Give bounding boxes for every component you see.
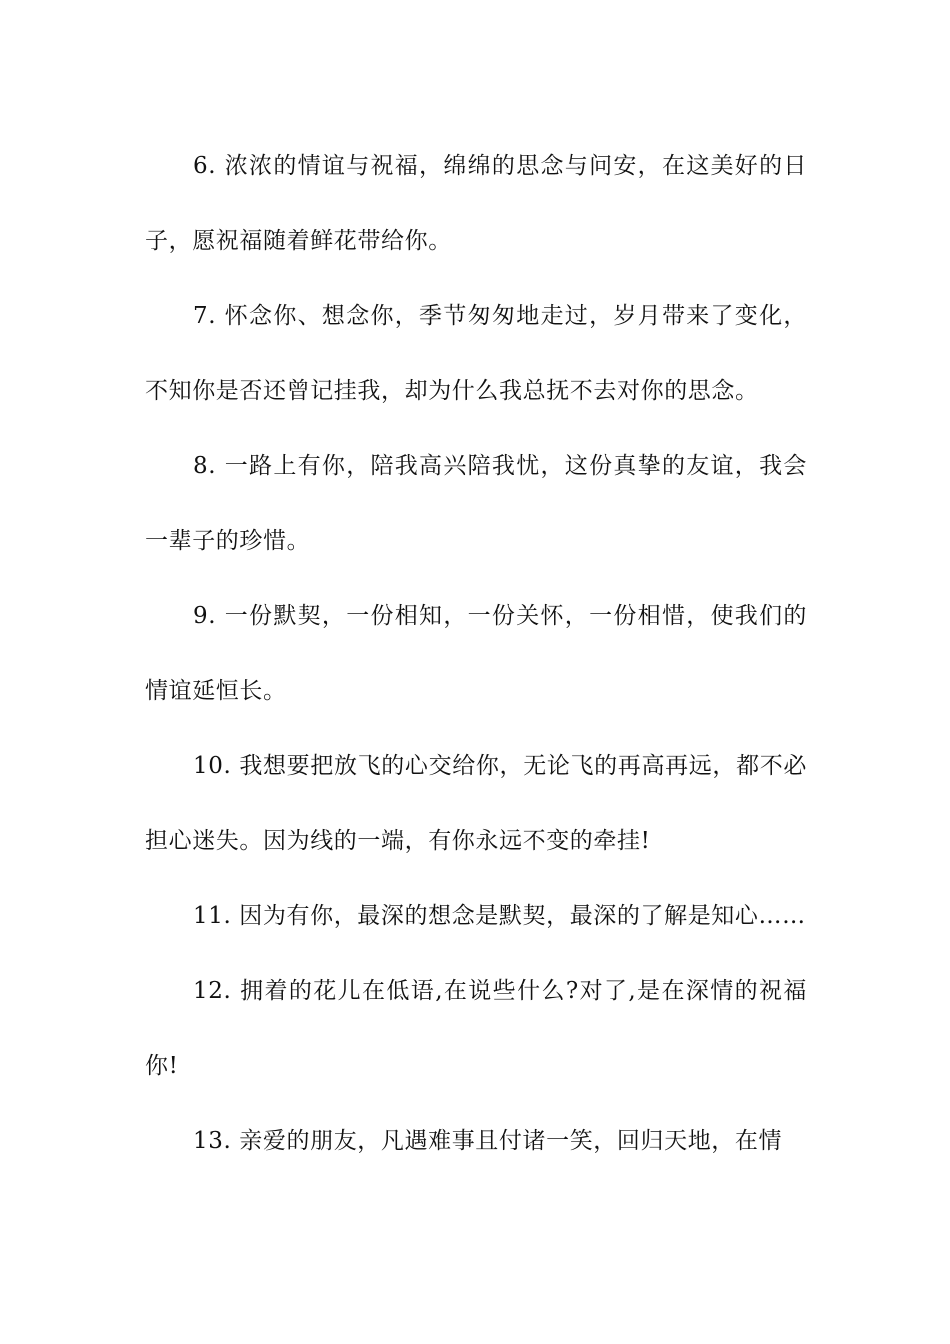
paragraph-12: 12. 拥着的花儿在低语,在说些什么?对了,是在深情的祝福你! [145, 978, 807, 1079]
paragraph-6: 6. 浓浓的情谊与祝福，绵绵的思念与问安，在这美好的日子，愿祝福随着鲜花带给你。 [145, 153, 807, 254]
paragraph-7: 7. 怀念你、想念你，季节匆匆地走过，岁月带来了变化，不知你是否还曾记挂我，却为什么我总抚不去对你的思念。 [145, 303, 807, 404]
paragraph-10: 10. 我想要把放飞的心交给你，无论飞的再高再远，都不必担心迷失。因为线的一端，有你永远不变的牵挂! [145, 753, 807, 854]
document-body [145, 129, 807, 1179]
paragraph-13: 13. 亲爱的朋友，凡遇难事且付诸一笑，回归天地，在情 [193, 1128, 783, 1154]
paragraph-11: 11. 因为有你，最深的想念是默契，最深的了解是知心…… [193, 903, 806, 929]
paragraph-8: 8. 一路上有你，陪我高兴陪我忧，这份真挚的友谊，我会一辈子的珍惜。 [145, 453, 807, 554]
paragraph-9: 9. 一份默契，一份相知，一份关怀，一份相惜，使我们的情谊延恒长。 [145, 603, 807, 704]
